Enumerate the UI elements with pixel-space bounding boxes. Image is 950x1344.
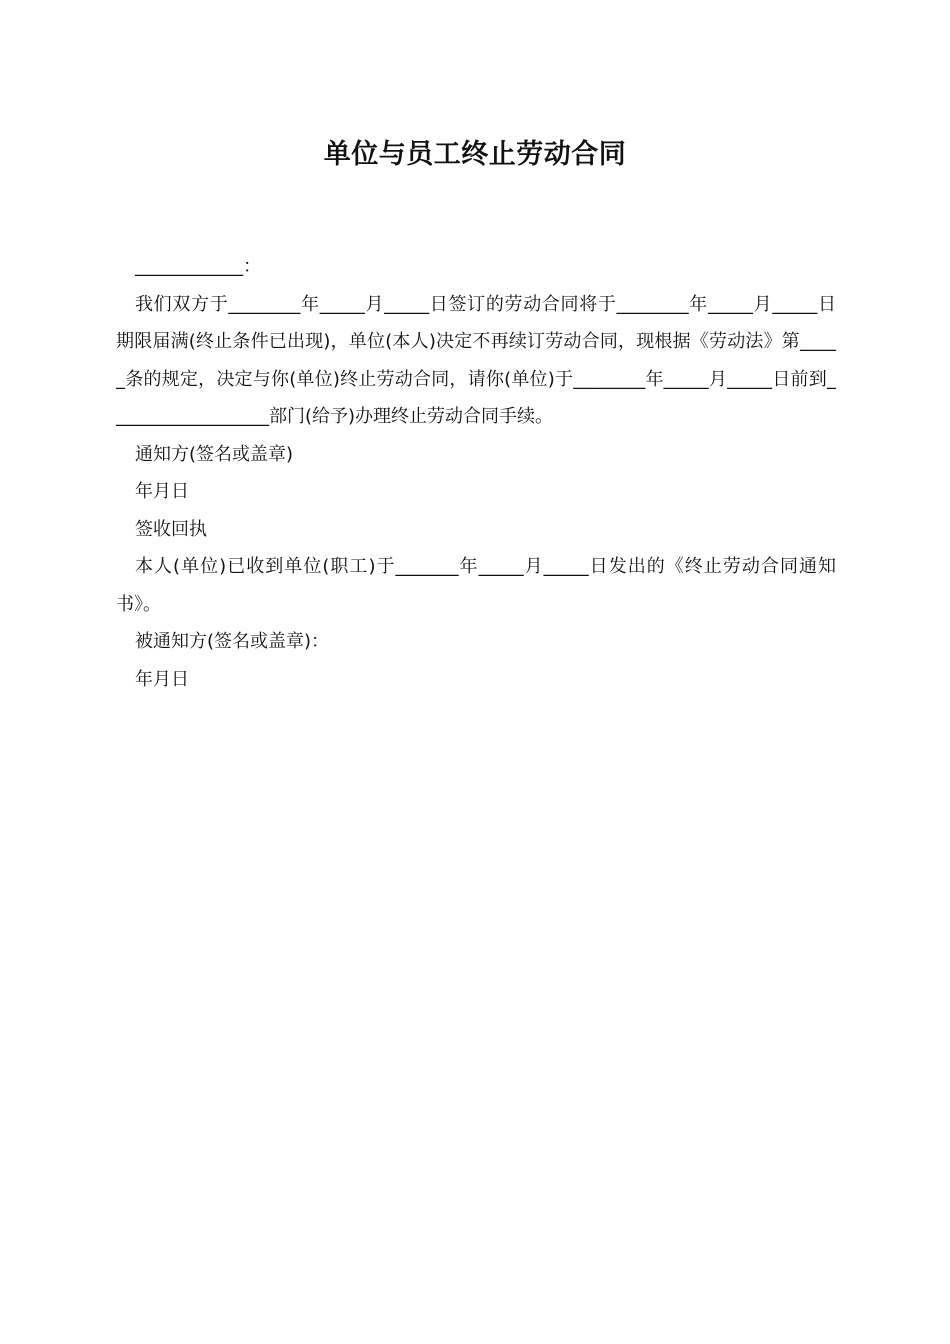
notified-date-line: 年月日: [135, 668, 189, 690]
notifier-signature-line: 通知方(签名或盖章): [135, 443, 294, 465]
notifier-date-line: 年月日: [135, 481, 189, 502]
notified-signature-line: 被通知方(签名或盖章)：: [135, 631, 330, 652]
receipt-heading: 签收回执: [135, 518, 207, 540]
receipt-paragraph: 本人(单位)已收到单位(职工)于_______年_____月_____日发出的《终止劳动合同通知书》。: [116, 556, 836, 615]
document-body: [116, 248, 836, 698]
termination-notice-paragraph: 我们双方于________年_____月_____日签订的劳动合同将于________年_____月_____日期限届满(终止条件已出现)，单位(本人)决定不再续订劳动合同，现根据《劳动法》第_____条的规定，决定与你(单位)终止劳动合同，请你(单位)于________年_____月_____日前到__________________部门(给予)办理终止劳动合同手续。: [116, 293, 836, 427]
document-title: 单位与员工终止劳动合同: [323, 139, 627, 170]
salutation-line: ____________：: [135, 256, 261, 277]
